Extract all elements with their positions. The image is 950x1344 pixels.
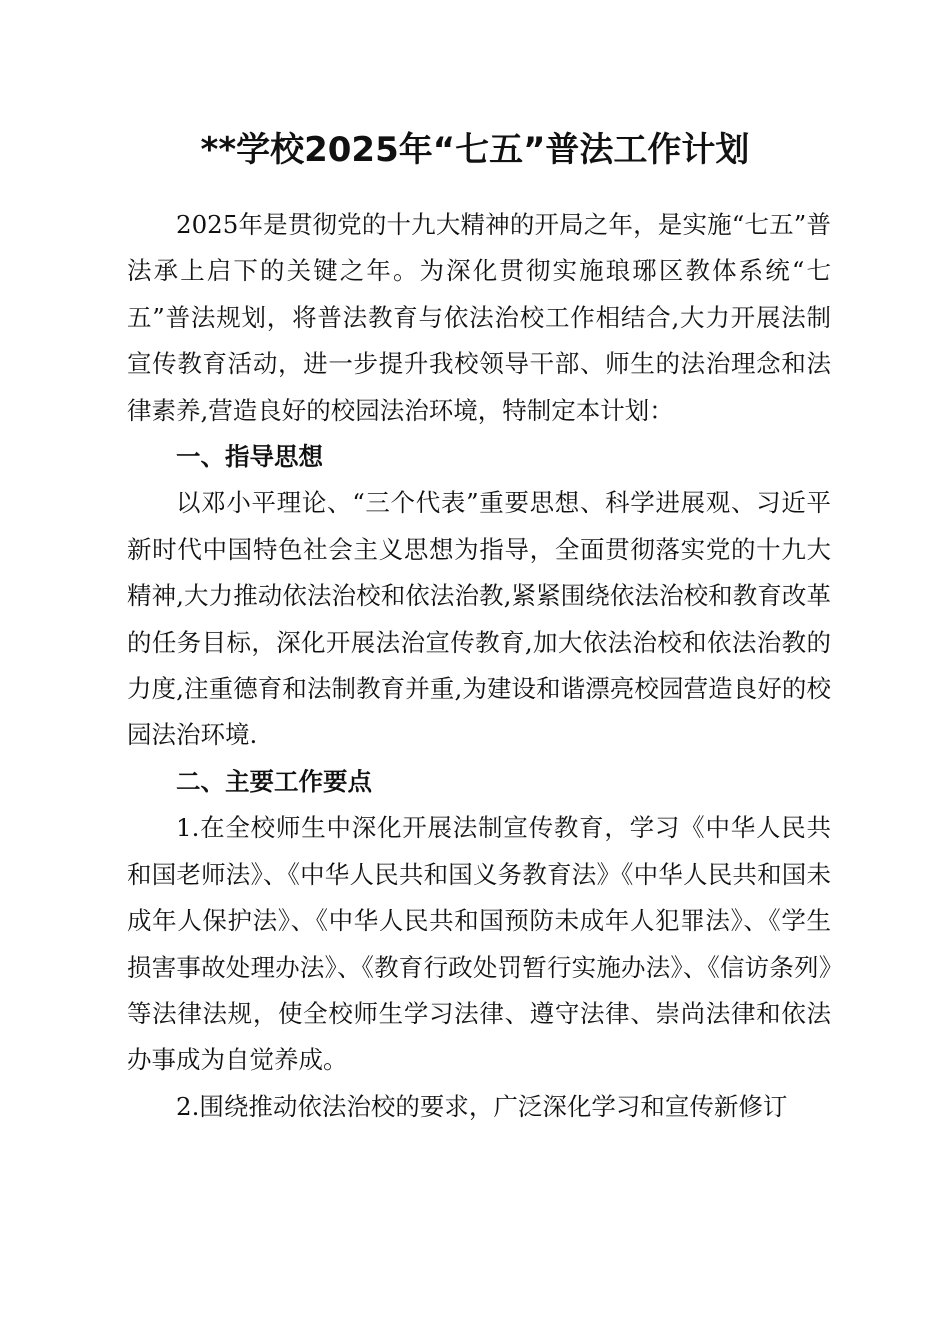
document-body <box>127 202 831 1130</box>
document-title: **学校2025年“七五”普法工作计划 <box>200 130 750 170</box>
guiding-ideology-paragraph: 以邓小平理论、“三个代表”重要思想、科学进展观、习近平新时代中国特色社会主义思想为指导，全面贯彻落实党的十九大精神,大力推动依法治校和依法治教,紧紧围绕依法治校和教育改革的任务目标，深化开展法治宣传教育,加大依法治校和依法治教的力度,注重德育和法制教育并重,为建设和谐漂亮校园营造良好的校园法治环境. <box>127 488 831 750</box>
section-heading-guiding-ideology: 一、指导思想 <box>176 442 323 472</box>
section-heading-main-points: 二、主要工作要点 <box>176 766 372 796</box>
main-point-1-paragraph: 1.在全校师生中深化开展法制宣传教育，学习《中华人民共和国老师法》、《中华人民共和国义务教育法》《中华人民共和国未成年人保护法》、《中华人民共和国预防未成年人犯罪法》、《学生损害事故处理办法》、《教育行政处罚暂行实施办法》、《信访条列》等法律法规，使全校师生学习法律、遵守法律、崇尚法律和依法办事成为自觉养成。 <box>127 813 831 1075</box>
intro-paragraph: 2025年是贯彻党的十九大精神的开局之年，是实施“七五”普法承上启下的关键之年。为深化贯彻实施琅琊区教体系统“七五”普法规划，将普法教育与依法治校工作相结合,大力开展法制宣传教育活动，进一步提升我校领导干部、师生的法治理念和法律素养,营造良好的校园法治环境，特制定本计划： <box>127 210 831 425</box>
main-point-2-paragraph: 2.围绕推动依法治校的要求，广泛深化学习和宣传新修订 <box>176 1091 788 1121</box>
